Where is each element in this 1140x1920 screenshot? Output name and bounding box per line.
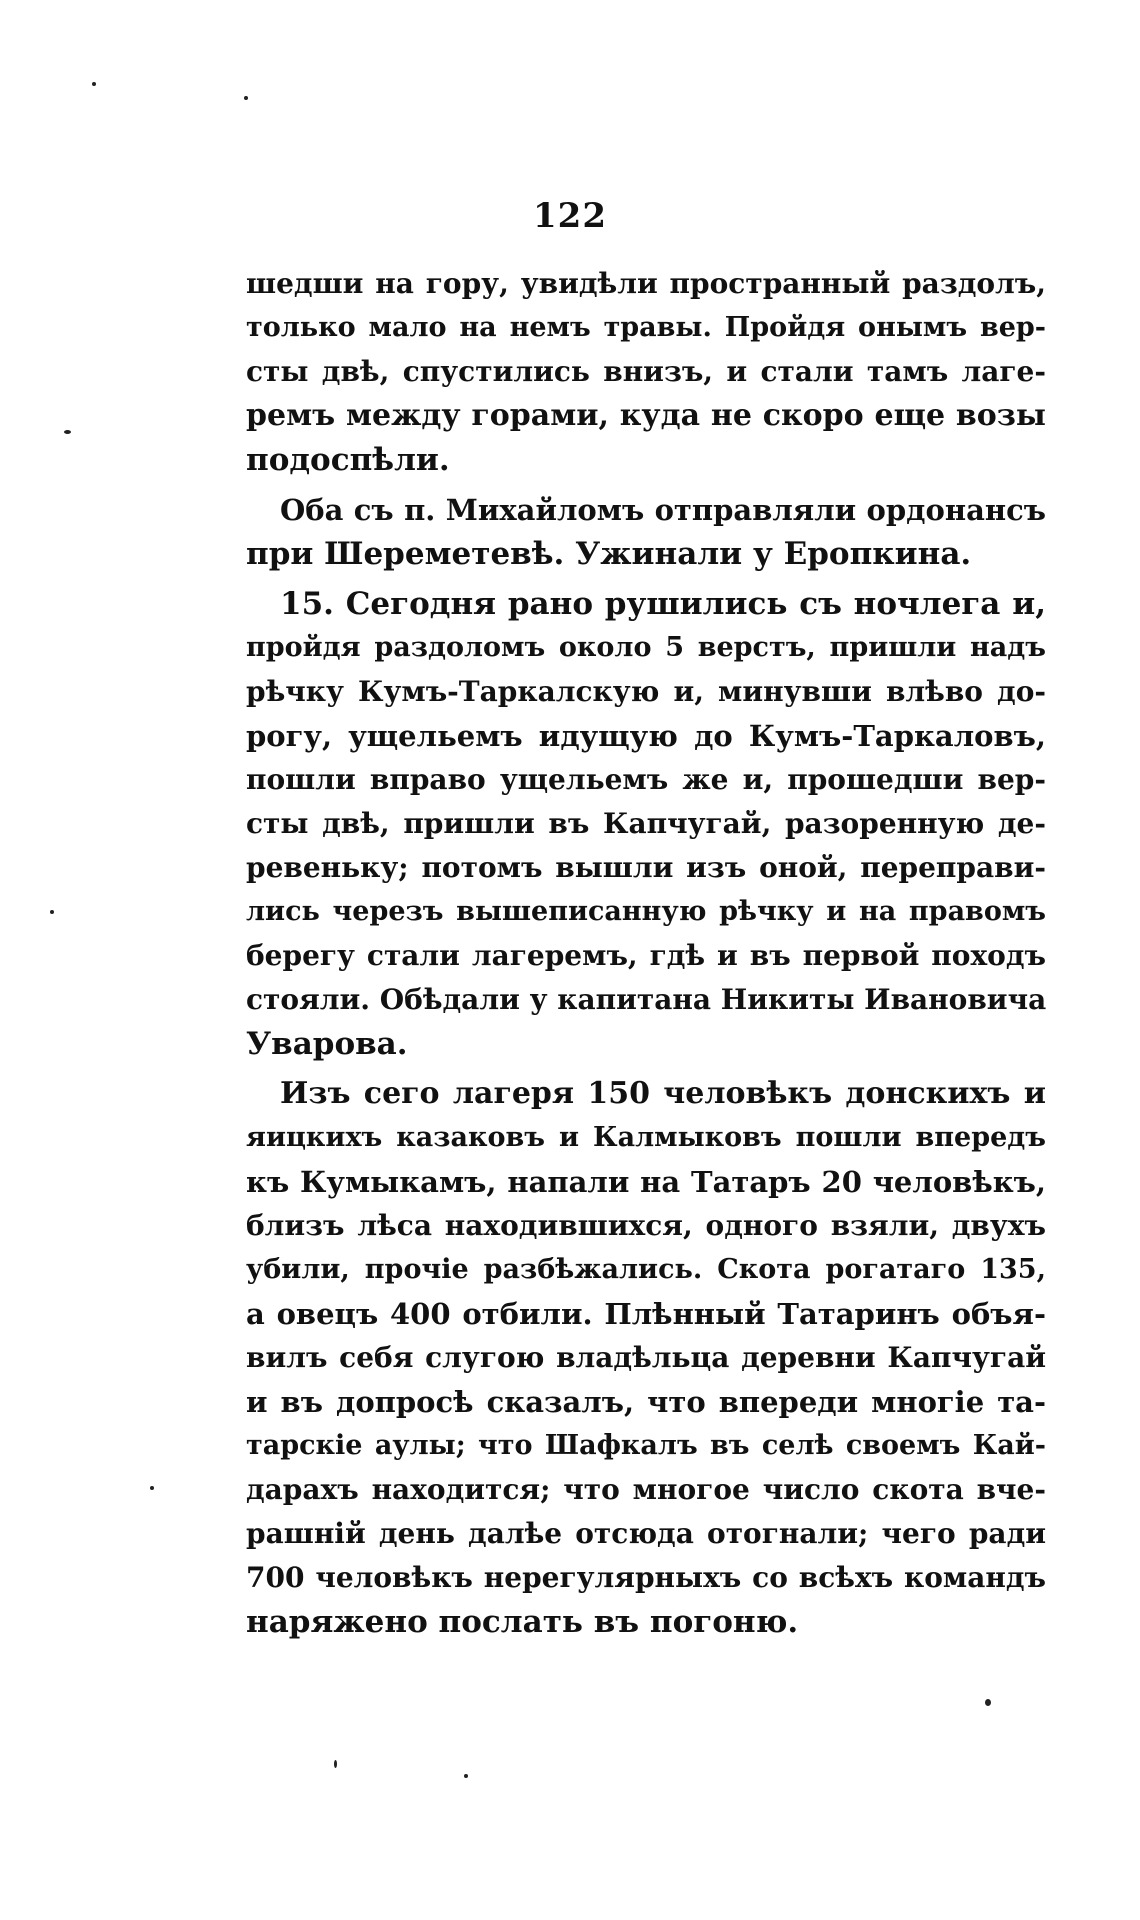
text-line: рѣчку Кумъ-Таркалскую и, минувши влѣво до-	[246, 675, 1046, 708]
text-line: берегу стали лагеремъ, гдѣ и въ первой походъ	[246, 939, 1046, 972]
text-line: 700 человѣкъ нерегулярныхъ со всѣхъ командъ	[246, 1561, 1046, 1594]
text-line: къ Кумыкамъ, напали на Татаръ 20 человѣкъ,	[246, 1165, 1046, 1199]
text-line: Оба съ п. Михайломъ отправляли ордонансъ	[280, 493, 1046, 527]
scan-speck	[150, 1486, 154, 1490]
scan-speck	[64, 430, 71, 434]
text-line: наряжено послать въ погоню.	[246, 1604, 799, 1640]
text-line: Уварова.	[246, 1026, 408, 1062]
page-number: 122	[533, 196, 607, 236]
text-line: сты двѣ, пришли въ Капчугай, разоренную де-	[246, 807, 1046, 840]
text-line: ремъ между горами, куда не скоро еще возы	[246, 398, 1046, 433]
text-line: при Шереметевѣ. Ужинали у Еропкина.	[246, 536, 972, 572]
body-text	[246, 262, 1046, 1644]
scan-speck	[92, 82, 96, 86]
scan-speck	[50, 910, 54, 914]
scan-speck	[244, 96, 248, 100]
text-line: тарскіе аулы; что Шафкалъ въ селѣ своемъ Кай-	[246, 1430, 1046, 1461]
text-line: дарахъ находится; что многое число скота вче-	[246, 1473, 1046, 1506]
text-line: сты двѣ, спустились внизъ, и стали тамъ лаге-	[246, 355, 1046, 388]
text-line: пошли вправо ущельемъ же и, прошедши вер-	[246, 763, 1046, 796]
text-line: подоспѣли.	[246, 442, 450, 478]
text-line: лись черезъ вышеписанную рѣчку и на правомъ	[246, 896, 1046, 927]
scan-speck	[334, 1760, 337, 1768]
scan-speck	[985, 1699, 991, 1706]
text-line: ревеньку; потомъ вышли изъ оной, переправи-	[246, 851, 1046, 884]
text-line: только мало на немъ травы. Пройдя онымъ вер-	[246, 312, 1046, 343]
text-line: а овецъ 400 отбили. Плѣнный Татаринъ объя-	[246, 1297, 1046, 1331]
text-line: Изъ сего лагеря 150 человѣкъ донскихъ и	[280, 1076, 1046, 1111]
text-line: рогу, ущельемъ идущую до Кумъ-Таркаловъ,	[246, 719, 1046, 753]
text-line: вилъ себя слугою владѣльца деревни Капчугай	[246, 1341, 1046, 1374]
text-line: убили, прочіе разбѣжались. Скота рогатаго 135,	[246, 1254, 1046, 1285]
text-line: рашній день далѣе отсюда отогнали; чего ради	[246, 1517, 1046, 1550]
text-line: 15. Сегодня рано рушились съ ночлега и,	[280, 586, 1046, 622]
text-line: пройдя раздоломъ около 5 верстъ, пришли надъ	[246, 632, 1046, 663]
scan-speck	[464, 1774, 468, 1778]
text-line: и въ допросѣ сказалъ, что впереди многіе та-	[246, 1385, 1046, 1419]
text-line: яицкихъ казаковъ и Калмыковъ пошли впередъ	[246, 1122, 1046, 1153]
text-line: шедши на гору, увидѣли пространный раздолъ,	[246, 267, 1046, 300]
text-line: стояли. Обѣдали у капитана Никиты Ивановича	[246, 983, 1046, 1016]
text-line: близъ лѣса находившихся, одного взяли, двухъ	[246, 1209, 1046, 1242]
